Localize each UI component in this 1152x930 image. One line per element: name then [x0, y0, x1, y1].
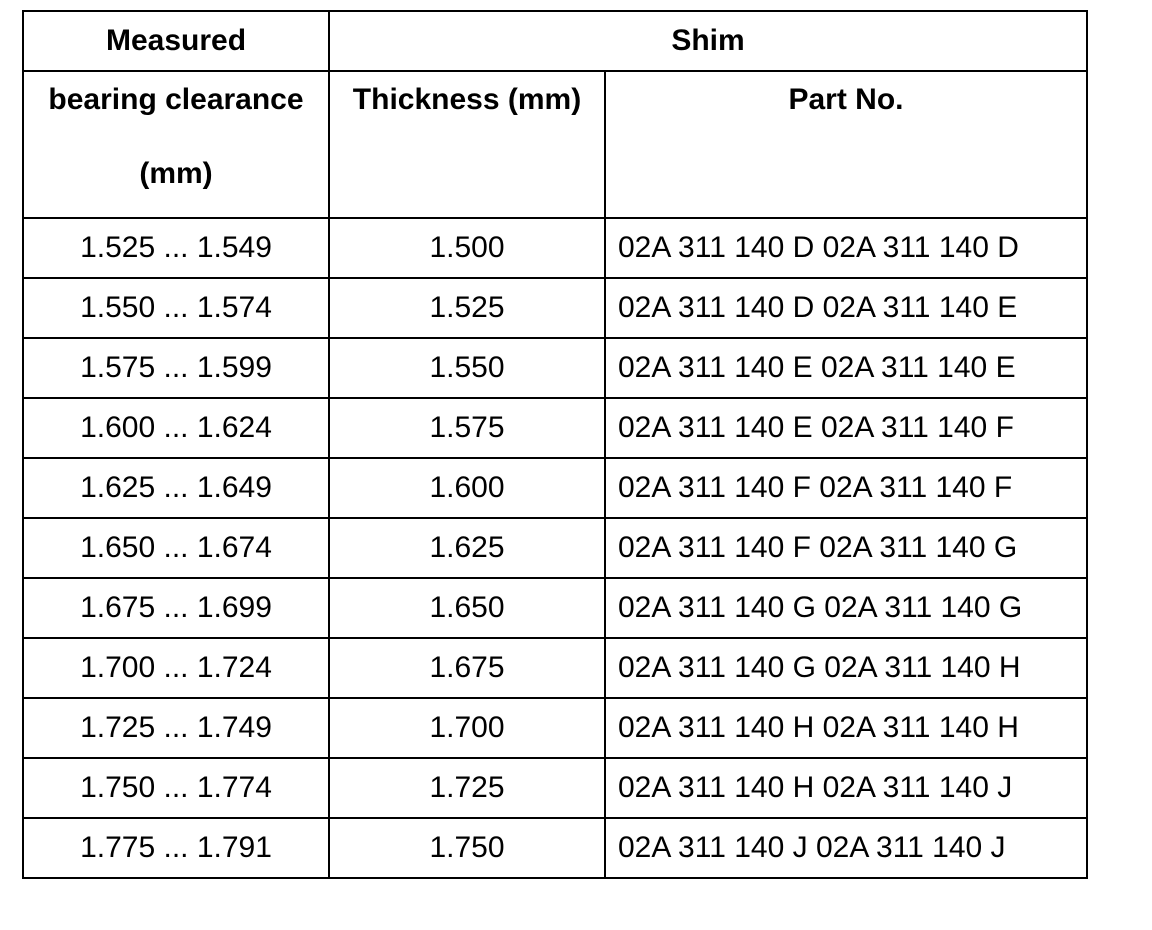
table-row: [23, 818, 1087, 878]
part-number-cell: 02A 311 140 F 02A 311 140 G: [605, 518, 1087, 578]
header-measured: Measured: [23, 11, 329, 71]
shim-thickness-cell: 1.600: [329, 458, 605, 518]
shim-thickness-cell: 1.675: [329, 638, 605, 698]
header-row-2: [23, 71, 1087, 218]
part-number-cell: 02A 311 140 E 02A 311 140 F: [605, 398, 1087, 458]
shim-thickness-cell: 1.575: [329, 398, 605, 458]
clearance-range-cell: 1.750 ... 1.774: [23, 758, 329, 818]
header-thickness: Thickness (mm): [329, 71, 605, 218]
part-number-cell: 02A 311 140 D 02A 311 140 E: [605, 278, 1087, 338]
part-number-cell: 02A 311 140 H 02A 311 140 J: [605, 758, 1087, 818]
part-number-cell: 02A 311 140 E 02A 311 140 E: [605, 338, 1087, 398]
table-row: [23, 578, 1087, 638]
header-row-1: [23, 11, 1087, 71]
table-row: [23, 698, 1087, 758]
clearance-range-cell: 1.550 ... 1.574: [23, 278, 329, 338]
clearance-range-cell: 1.650 ... 1.674: [23, 518, 329, 578]
table-body: [23, 11, 1087, 878]
table-row: [23, 758, 1087, 818]
table-row: [23, 518, 1087, 578]
header-shim: Shim: [329, 11, 1087, 71]
shim-thickness-cell: 1.650: [329, 578, 605, 638]
shim-thickness-cell: 1.725: [329, 758, 605, 818]
table-row: [23, 398, 1087, 458]
clearance-range-cell: 1.675 ... 1.699: [23, 578, 329, 638]
table-row: [23, 638, 1087, 698]
shim-thickness-cell: 1.750: [329, 818, 605, 878]
clearance-range-cell: 1.575 ... 1.599: [23, 338, 329, 398]
shim-selection-table: [22, 10, 1088, 879]
clearance-range-cell: 1.725 ... 1.749: [23, 698, 329, 758]
clearance-range-cell: 1.525 ... 1.549: [23, 218, 329, 278]
table-row: [23, 458, 1087, 518]
part-number-cell: 02A 311 140 D 02A 311 140 D: [605, 218, 1087, 278]
clearance-range-cell: 1.700 ... 1.724: [23, 638, 329, 698]
part-number-cell: 02A 311 140 G 02A 311 140 G: [605, 578, 1087, 638]
header-mm-unit: (mm): [139, 157, 213, 190]
shim-thickness-cell: 1.500: [329, 218, 605, 278]
shim-thickness-cell: 1.550: [329, 338, 605, 398]
shim-thickness-cell: 1.525: [329, 278, 605, 338]
header-bearing-clearance-cell: [23, 71, 329, 218]
table-row: [23, 278, 1087, 338]
part-number-cell: 02A 311 140 G 02A 311 140 H: [605, 638, 1087, 698]
header-part-no: Part No.: [605, 71, 1087, 218]
part-number-cell: 02A 311 140 F 02A 311 140 F: [605, 458, 1087, 518]
clearance-range-cell: 1.775 ... 1.791: [23, 818, 329, 878]
shim-thickness-cell: 1.625: [329, 518, 605, 578]
part-number-cell: 02A 311 140 J 02A 311 140 J: [605, 818, 1087, 878]
clearance-range-cell: 1.600 ... 1.624: [23, 398, 329, 458]
table-row: [23, 218, 1087, 278]
header-bearing-clearance: bearing clearance: [48, 83, 304, 116]
shim-thickness-cell: 1.700: [329, 698, 605, 758]
table-row: [23, 338, 1087, 398]
part-number-cell: 02A 311 140 H 02A 311 140 H: [605, 698, 1087, 758]
clearance-range-cell: 1.625 ... 1.649: [23, 458, 329, 518]
